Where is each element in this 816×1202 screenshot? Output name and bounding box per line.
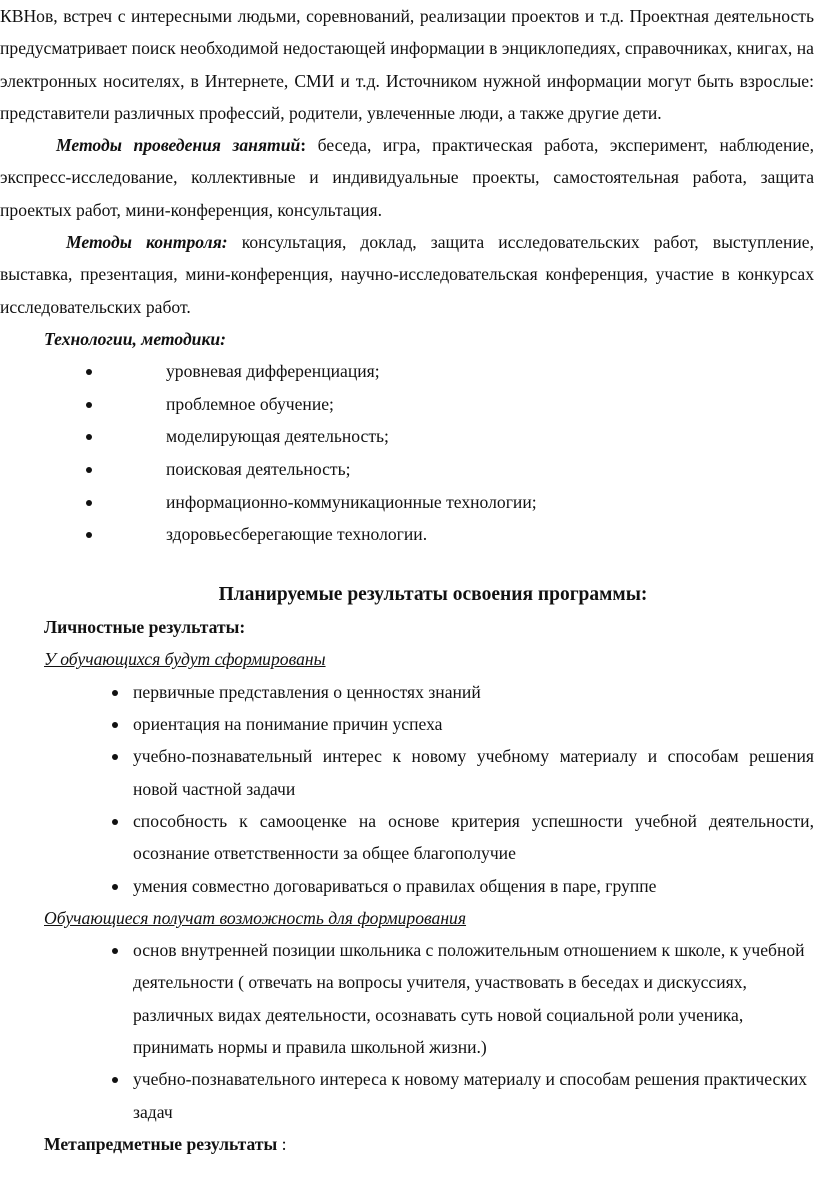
list-item-text: ориентация на понимание причин успеха — [133, 714, 443, 735]
bullet-icon — [112, 690, 118, 696]
technologies-heading: Технологии, методики: — [44, 328, 227, 349]
bullet-icon — [86, 402, 92, 408]
list-item-text: здоровьесберегающие технологии. — [166, 524, 428, 545]
list-item-text: учебно-познавательного интереса к новому материалу и способам решения практических задач — [133, 1069, 808, 1122]
list-item — [0, 453, 816, 486]
intro-paragraph: КВНов, встреч с интересными людьми, соревнований, реализации проектов и т.д. Проектная деятельность предусматривает поиск необходимой недостающей информации в энциклопедиях, справочниках, книгах, на электронных носителях, в Интернете, СМИ и т.д. Источником нужной информации могут быть взрослые: представители различных профессий, родители, увлеченные люди, а также другие дети. — [0, 6, 814, 123]
formed-heading: У обучающихся будут сформированы — [44, 649, 326, 670]
bullet-icon — [112, 884, 118, 890]
technologies-list — [0, 355, 816, 551]
bullet-icon — [112, 722, 118, 728]
list-item — [0, 934, 816, 1063]
formed-list — [0, 676, 816, 902]
list-item — [0, 870, 816, 902]
methods-control-paragraph — [0, 226, 816, 323]
bullet-icon — [112, 948, 118, 954]
list-item — [0, 355, 816, 388]
bullet-icon — [86, 500, 92, 506]
opportunity-heading: Обучающиеся получат возможность для формирования — [44, 907, 467, 928]
list-item — [0, 740, 816, 805]
list-item — [0, 518, 816, 551]
list-item-text: умения совместно договариваться о правилах общения в паре, группе — [133, 875, 657, 896]
list-item-text: проблемное обучение; — [166, 393, 334, 414]
meta-results-colon: : — [277, 1133, 287, 1154]
results-title: Планируемые результаты освоения программы: — [218, 583, 648, 605]
list-item-text: моделирующая деятельность; — [166, 426, 389, 447]
bullet-icon — [112, 754, 118, 760]
list-item-text: основ внутренней позиции школьника с положительным отношением к школе, к учебной деятельности ( отвечать на вопросы учителя, участвовать в беседах и дискуссиях, различных видах деятельности, осознавать суть новой социальной роли ученика, принимать нормы и правила школьной жизни.) — [133, 940, 805, 1057]
list-item — [0, 486, 816, 519]
list-item-text: уровневая дифференциация; — [166, 361, 380, 382]
list-item-text: способность к самооценке на основе критерия успешности учебной деятельности, осознание ответственности за общее благополучие — [133, 810, 814, 864]
list-item-text: учебно-познавательный интерес к новому учебному материалу и способам решения новой частной задачи — [133, 746, 814, 799]
list-item — [0, 388, 816, 421]
bullet-icon — [112, 819, 118, 825]
list-item-text: информационно-коммуникационные технологии; — [166, 491, 537, 512]
list-item — [0, 676, 816, 708]
methods-lessons-label: Методы проведения занятий — [56, 135, 301, 156]
list-item-text: первичные представления о ценностях знаний — [133, 681, 481, 702]
bullet-icon — [86, 532, 92, 538]
bullet-icon — [86, 369, 92, 375]
methods-lessons-paragraph — [0, 129, 816, 226]
methods-control-text: консультация, доклад, защита исследовательских работ, выступление, выставка, презентация, мини-конференция, научно-исследовательская конференция, участие в конкурсах исследовательских работ. — [0, 232, 814, 317]
bullet-icon — [86, 434, 92, 440]
list-item — [0, 1063, 816, 1128]
personal-results-heading: Личностные результаты: — [44, 617, 246, 638]
methods-control-label: Методы контроля: — [66, 232, 228, 253]
bullet-icon — [86, 467, 92, 473]
meta-results-heading — [44, 1128, 816, 1160]
meta-results-label: Метапредметные результаты — [44, 1133, 278, 1154]
methods-lessons-text: беседа, игра, практическая работа, эксперимент, наблюдение, экспресс-исследование, коллективные и индивидуальные проекты, самостоятельная работа, защита проектых работ, мини-конференция, консультация. — [0, 135, 815, 220]
opportunity-list — [0, 934, 816, 1128]
methods-lessons-colon: : — [300, 135, 307, 156]
list-item — [0, 420, 816, 453]
list-item-text: поисковая деятельность; — [166, 459, 351, 480]
bullet-icon — [112, 1077, 118, 1083]
list-item — [0, 708, 816, 740]
list-item — [0, 805, 816, 870]
